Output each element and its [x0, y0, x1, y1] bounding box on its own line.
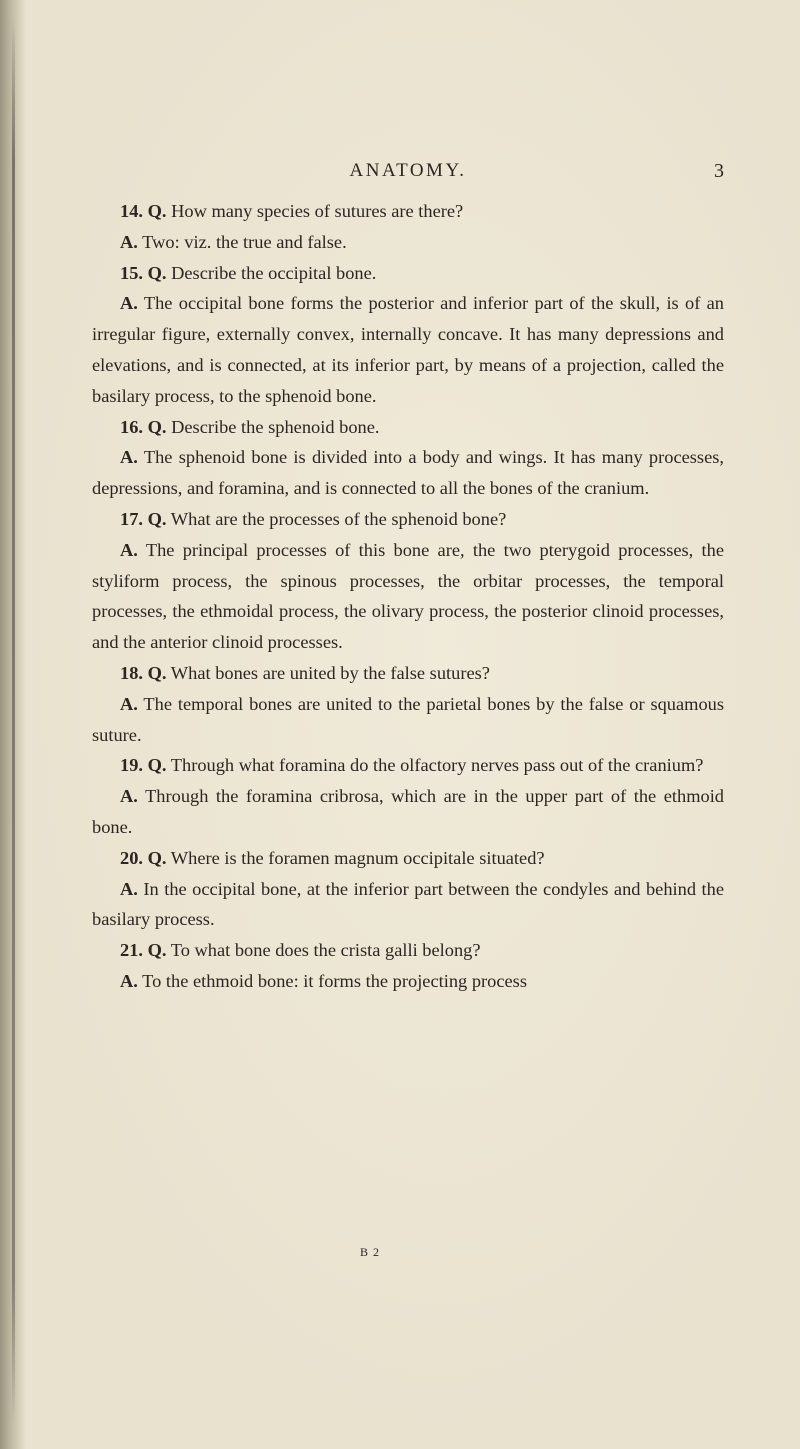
answer-19: [92, 781, 724, 843]
paragraph-label: 14. Q.: [120, 201, 167, 221]
paragraph-label: 17. Q.: [120, 508, 167, 529]
answer-16: [92, 442, 724, 504]
paragraph-text: What are the processes of the sphenoid bone?: [170, 508, 507, 529]
paragraph-text: To what bone does the crista galli belong?: [170, 940, 481, 961]
paragraph-label: 20. Q.: [120, 847, 167, 868]
answer-14: [92, 227, 724, 258]
question-21: [92, 935, 724, 966]
question-20: [92, 843, 724, 874]
paragraph-text: How many species of sutures are there?: [171, 201, 464, 221]
paragraph-label: 16. Q.: [120, 416, 167, 437]
paragraph-text: The temporal bones are united to the parietal bones by the false or squamous suture.: [92, 693, 725, 745]
paragraph-text: Through what foramina do the olfactory nerves pass out of the cranium?: [170, 755, 704, 776]
paragraph-text: In the occipital bone, at the inferior part between the condyles and behind the basilary process.: [92, 878, 724, 930]
paragraph-label: A.: [120, 786, 138, 807]
paragraph-text: Two: viz. the true and false.: [142, 231, 347, 252]
paragraph-text: What bones are united by the false sutures?: [170, 662, 490, 683]
answer-15: [92, 288, 724, 411]
paragraph-label: A.: [120, 447, 138, 468]
paragraph-label: A.: [120, 539, 138, 560]
question-16: [92, 412, 724, 443]
page-number: 3: [714, 160, 724, 182]
gutter-shadow: [12, 20, 15, 1420]
paragraph-text: To the ethmoid bone: it forms the projecting process: [142, 970, 527, 991]
paragraph-text: The occipital bone forms the posterior and inferior part of the skull, is of an irregular figure, externally convex, internally concave. It has many depressions and elevations, and is connected, at its inferior part, by means of a projection, called the basilary process, to the sphenoid bone.: [92, 293, 725, 406]
signature-mark: B 2: [360, 1245, 381, 1259]
paragraph-label: A.: [120, 231, 138, 252]
paragraph-label: 18. Q.: [120, 662, 167, 683]
question-17: [92, 504, 724, 535]
page-header: [92, 160, 724, 188]
answer-17: [92, 535, 724, 658]
answer-21: [92, 966, 724, 997]
running-title: ANATOMY.: [349, 160, 467, 181]
paragraph-label: 19. Q.: [120, 755, 167, 776]
paragraph-label: A.: [120, 293, 138, 314]
paragraph-label: A.: [120, 693, 138, 714]
question-19: [92, 750, 724, 781]
question-14: [92, 196, 724, 227]
paragraph-label: 15. Q.: [120, 262, 167, 283]
paragraph-text: Through the foramina cribrosa, which are in the upper part of the ethmoid bone.: [92, 786, 724, 837]
question-18: [92, 658, 724, 689]
paragraph-label: A.: [120, 970, 138, 991]
paragraph-text: Where is the foramen magnum occipitale situated?: [170, 847, 545, 868]
body-text: [92, 196, 724, 997]
paragraph-label: 21. Q.: [120, 940, 167, 961]
paragraph-text: Describe the sphenoid bone.: [171, 416, 380, 437]
binding-gutter: [0, 0, 26, 1449]
answer-20: [92, 874, 724, 936]
question-15: [92, 258, 724, 289]
paragraph-text: Describe the occipital bone.: [171, 262, 377, 283]
answer-18: [92, 689, 724, 751]
paragraph-label: A.: [120, 878, 138, 899]
paragraph-text: The principal processes of this bone are, the two pterygoid processes, the styliform process, the spinous processes, the orbitar processes, the temporal processes, the ethmoidal process, the olivary process, the posterior clinoid processes, and the anterior clinoid processes.: [92, 539, 725, 653]
paragraph-text: The sphenoid bone is divided into a body and wings. It has many processes, depressions, and foramina, and is connected to all the bones of the cranium.: [92, 447, 725, 499]
